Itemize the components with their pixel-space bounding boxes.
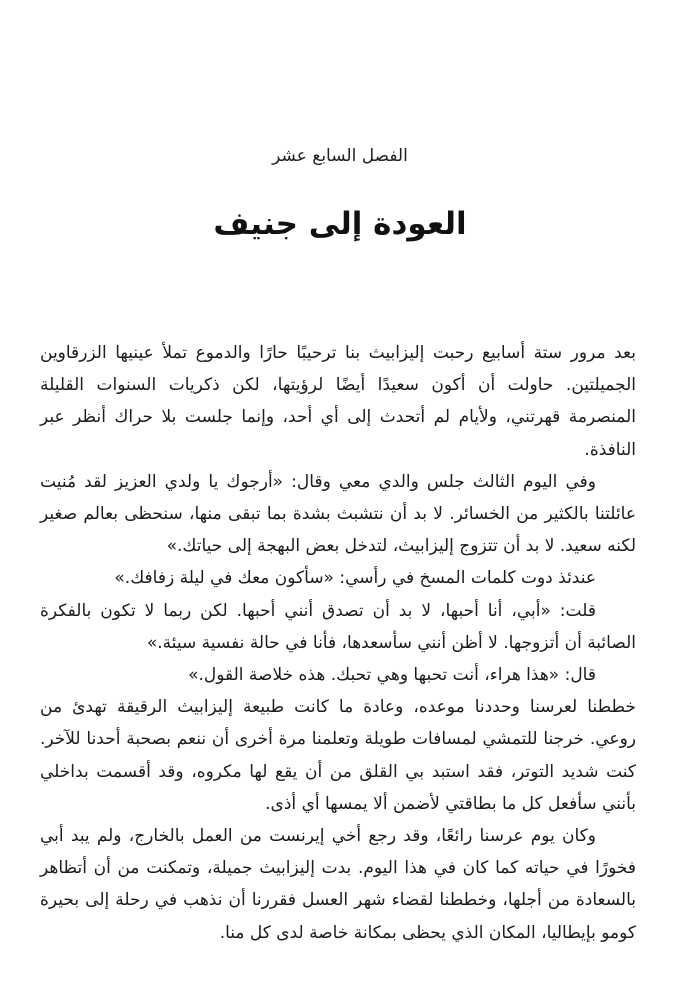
paragraph: خططنا لعرسنا وحددنا موعده، وعادة ما كانت طبيعة إليزابيث الرقيقة تهدئ من روعي. خرجنا للتمشي لمسافات طويلة وتعلمنا مرة أخرى أن ننعم بصحبة أحدنا للآخر. كنت شديد التوتر، فقد استبد بي القلق من أن يقع لها مكروه، وقد أقسمت بداخلي بأنني سأفعل كل ما بطاقتي لأضمن ألا يمسها أي أذى. [40, 697, 636, 814]
paragraph: عندئذ دوت كلمات المسخ في رأسي: «سأكون معك في ليلة زفافك.» [114, 568, 596, 589]
paragraph: قال: «هذا هراء، أنت تحبها وهي تحبك. هذه خلاصة القول.» [188, 665, 596, 686]
chapter-number-label: الفصل السابع عشر [272, 146, 408, 166]
paragraph: بعد مرور ستة أسابيع رحبت إليزابيث بنا ترحيبًا حارًا والدموع تملأ عينيها الزرقاوين الجميلتين. حاولت أن أكون سعيدًا أيضًا لرؤيتها، لكن ذكريات السنوات القليلة المنصرمة قهرتني، ولأيام لم أتحدث إلى أي أحد، وإنما جلست بلا حراك أنظر عبر النافذة. [40, 343, 636, 460]
paragraph: وفي اليوم الثالث جلس والدي معي وقال: «أرجوك يا ولدي العزيز لقد مُنيت عائلتنا بالكثير من الخسائر. لا بد أن نتشبث بشدة بما تبقى منها، سنحظى بعالم صغير لكنه سعيد. لا بد أن تتزوج إليزابيث، لتدخل بعض البهجة إلى حياتك.» [40, 471, 636, 557]
paragraph: وكان يوم عرسنا رائعًا، وقد رجع أخي إيرنست من العمل بالخارج، ولم يبد أبي فخورًا في حياته كما كان في هذا اليوم. بدت إليزابيث جميلة، وتمكنت من أن أتظاهر بالسعادة من أجلها، وخططنا لقضاء شهر العسل فقررنا أن نذهب في رحلة إلى بحيرة كومو بإيطاليا، المكان الذي يحظى بمكانة خاصة لدى كل منا. [40, 826, 636, 943]
chapter-body [40, 337, 636, 949]
chapter-title: العودة إلى جنيف [213, 206, 467, 242]
paragraph: قلت: «أبي، أنا أحبها، لا بد أن تصدق أنني أحبها. لكن ربما لا تكون بالفكرة الصائبة أن أتزوجها. لا أظن أنني سأسعدها، فأنا في حالة نفسية سيئة.» [40, 600, 636, 653]
